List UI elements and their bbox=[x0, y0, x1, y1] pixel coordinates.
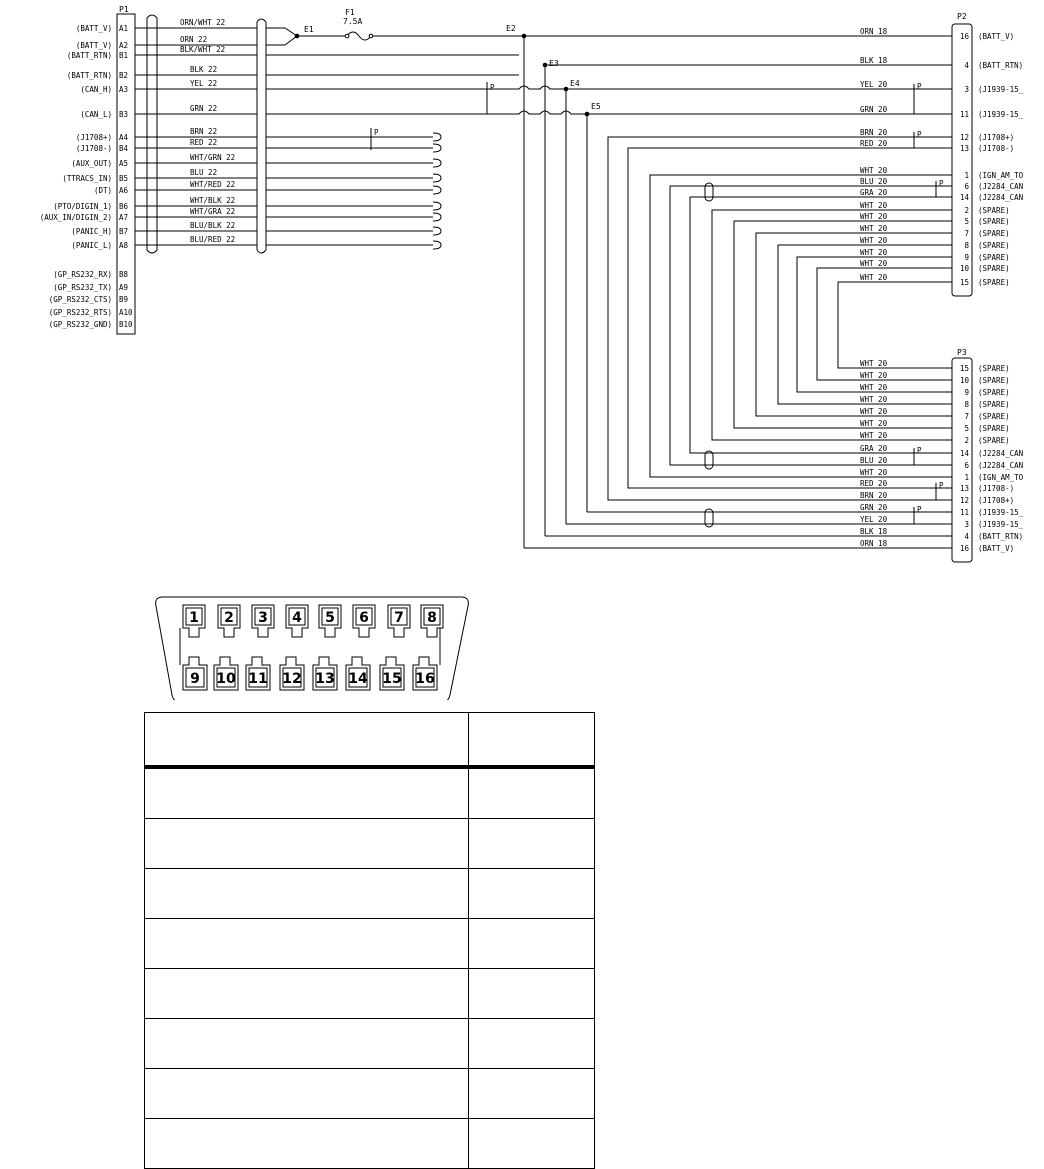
connector-pin-number: 16 bbox=[415, 671, 435, 687]
p2-wire-label: WHT 20 bbox=[860, 166, 888, 175]
diagnostic-connector-face bbox=[156, 597, 469, 700]
shield-oval-icon bbox=[705, 451, 713, 469]
table-cell bbox=[145, 869, 469, 919]
p1-connector bbox=[40, 5, 266, 334]
p2-wire-label: GRN 20 bbox=[860, 105, 888, 114]
p1-pin-number: A6 bbox=[119, 186, 129, 195]
p2-pin-signal-label: (J1939-15_ bbox=[978, 85, 1024, 94]
p3-wire-label: BLK 18 bbox=[860, 527, 888, 536]
crossover-wire bbox=[650, 175, 952, 477]
connector-pin-number: 10 bbox=[216, 671, 236, 687]
wire-can-l-b3 bbox=[266, 111, 587, 114]
p3-pin-number: 8 bbox=[964, 400, 969, 409]
connector-pin-number: 12 bbox=[282, 671, 302, 687]
table-row bbox=[145, 767, 595, 819]
p2-wire-label: WHT 20 bbox=[860, 273, 888, 282]
p1-pin-signal-label: (BATT_V) bbox=[75, 24, 112, 33]
p2-wire-label: BRN 20 bbox=[860, 128, 888, 137]
connector-pin-number: 13 bbox=[315, 671, 335, 687]
p1-pin-signal-label: (GP_RS232_GND) bbox=[48, 320, 112, 329]
p2-wire-label: WHT 20 bbox=[860, 201, 888, 210]
p3-wire-label: GRA 20 bbox=[860, 444, 888, 453]
open-wire-end-icon bbox=[433, 227, 441, 235]
p2-pin-signal-label: (J1708-) bbox=[978, 144, 1015, 153]
p3-pin-number: 3 bbox=[964, 520, 969, 529]
p1-pin-number: A5 bbox=[119, 159, 129, 168]
open-wire-end-icon bbox=[433, 213, 441, 221]
p1-wire-label: BLK 22 bbox=[190, 65, 218, 74]
p2-pin-number: 8 bbox=[964, 241, 969, 250]
p3-wire-label: WHT 20 bbox=[860, 371, 888, 380]
p1-pin-signal-label: (J1708-) bbox=[75, 144, 112, 153]
p3-pin-signal-label: (SPARE) bbox=[978, 436, 1010, 445]
p3-pin-number: 9 bbox=[964, 388, 969, 397]
p1-pin-signal-label: (AUX_OUT) bbox=[71, 159, 112, 168]
p2-wire-label: WHT 20 bbox=[860, 248, 888, 257]
p3-pin-number: 7 bbox=[964, 412, 969, 421]
p1-pin-number: A3 bbox=[119, 85, 129, 94]
p2-wire-label: WHT 20 bbox=[860, 236, 888, 245]
p1-pin-signal-label: (GP_RS232_CTS) bbox=[48, 295, 112, 304]
table-row bbox=[145, 1019, 595, 1069]
p1-pin-signal-label: (CAN_H) bbox=[80, 85, 112, 94]
p1-pin-signal-label: (TTRACS_IN) bbox=[62, 174, 112, 183]
p1-bundle-bar-cap bbox=[257, 19, 266, 253]
table-cell bbox=[469, 969, 595, 1019]
p3-wire-label: ORN 18 bbox=[860, 539, 888, 548]
splice-e3-label: E3 bbox=[549, 59, 559, 68]
p3-pin-signal-label: (SPARE) bbox=[978, 376, 1010, 385]
p2-wire-label: WHT 20 bbox=[860, 212, 888, 221]
p1-wire-label: WHT/RED 22 bbox=[190, 180, 236, 189]
p2-pin-number: 15 bbox=[959, 278, 969, 287]
p2-pin-number: 12 bbox=[959, 133, 969, 142]
table-cell bbox=[145, 767, 469, 819]
p1-pin-signal-label: (BATT_V) bbox=[75, 41, 112, 50]
p2-pin-number: 1 bbox=[964, 171, 969, 180]
p1-pin-signal-label: (CAN_L) bbox=[80, 110, 112, 119]
p3-pin-number: 13 bbox=[959, 484, 969, 493]
table-cell bbox=[469, 767, 595, 819]
p1-open-stub-wires bbox=[266, 133, 441, 249]
table-row bbox=[145, 919, 595, 969]
table-row bbox=[145, 969, 595, 1019]
p1-pin-number: A7 bbox=[119, 213, 129, 222]
p2-pin-number: 14 bbox=[959, 193, 969, 202]
p2-pin-number: 3 bbox=[964, 85, 969, 94]
table-cell bbox=[145, 819, 469, 869]
fuse-terminal-left bbox=[345, 34, 349, 38]
table-row bbox=[145, 819, 595, 869]
p1-wire-label: ORN 22 bbox=[180, 35, 208, 44]
p2-pin-number: 4 bbox=[964, 61, 969, 70]
p1-pin-signal-label: (J1708+) bbox=[75, 133, 112, 142]
table-header-cell bbox=[145, 713, 469, 768]
connector-pin-number: 4 bbox=[292, 610, 302, 626]
p3-pin-signal-label: (SPARE) bbox=[978, 424, 1010, 433]
twist-marker-can-label: P bbox=[490, 83, 495, 92]
p2-pin-number: 11 bbox=[959, 110, 969, 119]
p1-pin-number: A9 bbox=[119, 283, 129, 292]
connector-pin-number: 6 bbox=[359, 610, 369, 626]
p3-pin-signal-label: (J1939-15_ bbox=[978, 508, 1024, 517]
twist-marker-label: P bbox=[939, 179, 944, 188]
twist-marker-j1708-label: P bbox=[374, 128, 379, 137]
splice-e5-label: E5 bbox=[591, 102, 601, 111]
fuse-terminal-right bbox=[369, 34, 373, 38]
open-wire-end-icon bbox=[433, 133, 441, 141]
p2-pin-number: 9 bbox=[964, 253, 969, 262]
p3-pin-number: 5 bbox=[964, 424, 969, 433]
p2-title: P2 bbox=[957, 12, 967, 21]
p1-pin-signal-label: (DT) bbox=[93, 186, 112, 195]
p3-pin-number: 12 bbox=[959, 496, 969, 505]
p2-wire-label: ORN 18 bbox=[860, 27, 888, 36]
p3-pin-signal-label: (IGN_AM_TO bbox=[978, 473, 1024, 482]
p3-wire-label: BLU 20 bbox=[860, 456, 888, 465]
p1-pin-signal-label: (AUX_IN/DIGIN_2) bbox=[39, 213, 112, 222]
p3-pin-signal-label: (J1708-) bbox=[978, 484, 1015, 493]
table-cell bbox=[469, 919, 595, 969]
p2-wire-label: GRA 20 bbox=[860, 188, 888, 197]
p1-pin-signal-label: (GP_RS232_RX) bbox=[53, 270, 112, 279]
crossover-wire bbox=[608, 137, 952, 500]
table-cell bbox=[145, 1019, 469, 1069]
p3-wire-label: WHT 20 bbox=[860, 419, 888, 428]
p1-pin-number: B3 bbox=[119, 110, 129, 119]
p2-pin-signal-label: (SPARE) bbox=[978, 264, 1010, 273]
p1-wire-label: BRN 22 bbox=[190, 127, 218, 136]
twist-marker-label: P bbox=[917, 82, 922, 91]
open-wire-end-icon bbox=[433, 241, 441, 249]
p2-pin-signal-label: (BATT_RTN) bbox=[978, 61, 1024, 70]
p3-pin-number: 10 bbox=[959, 376, 969, 385]
p2-pin-number: 10 bbox=[959, 264, 969, 273]
connector-pin-number: 15 bbox=[382, 671, 402, 687]
wire-batt-v-a1 bbox=[266, 28, 297, 36]
connector-pin-number: 14 bbox=[348, 671, 368, 687]
crossover-wire bbox=[756, 233, 952, 416]
wire-batt-v-a2 bbox=[266, 36, 297, 45]
p1-pin-number: A1 bbox=[119, 24, 129, 33]
p3-wire-label: WHT 20 bbox=[860, 395, 888, 404]
connector-pin-number: 1 bbox=[189, 610, 199, 626]
p3-wire-label: YEL 20 bbox=[860, 515, 888, 524]
p1-pin-number: B8 bbox=[119, 270, 129, 279]
table-cell bbox=[469, 1019, 595, 1069]
p2-pin-number: 13 bbox=[959, 144, 969, 153]
table-cell bbox=[145, 919, 469, 969]
p1-pin-number: B9 bbox=[119, 295, 129, 304]
crossover-wire bbox=[690, 197, 952, 453]
p3-pin-signal-label: (BATT_RTN) bbox=[978, 532, 1024, 541]
table-cell bbox=[469, 1119, 595, 1169]
table-cell bbox=[469, 819, 595, 869]
connector-pin-number: 3 bbox=[258, 610, 268, 626]
p1-pin-number: B2 bbox=[119, 71, 129, 80]
p3-pin-signal-label: (J2284_CAN bbox=[978, 449, 1024, 458]
p2-pin-signal-label: (SPARE) bbox=[978, 253, 1010, 262]
table-cell bbox=[469, 1069, 595, 1119]
fuse-f1 bbox=[340, 8, 378, 40]
connector-pin-number: 5 bbox=[325, 610, 335, 626]
p1-wire-label: WHT/GRN 22 bbox=[190, 153, 236, 162]
open-wire-end-icon bbox=[433, 186, 441, 194]
p2-pin-number: 7 bbox=[964, 229, 969, 238]
p3-wire-label: WHT 20 bbox=[860, 407, 888, 416]
p3-pin-number: 15 bbox=[959, 364, 969, 373]
p3-wire-label: WHT 20 bbox=[860, 431, 888, 440]
connector-pin-number: 7 bbox=[394, 610, 404, 626]
p1-pin-signal-label: (PANIC_L) bbox=[71, 241, 112, 250]
p3-pin-number: 2 bbox=[964, 436, 969, 445]
wire-can-h-a3 bbox=[266, 86, 566, 89]
p2-pin-signal-label: (J2284_CAN bbox=[978, 193, 1024, 202]
p1-title: P1 bbox=[119, 5, 129, 14]
splice-e1-label: E1 bbox=[304, 25, 314, 34]
p3-body bbox=[952, 358, 972, 562]
connector-pin-number: 11 bbox=[248, 671, 268, 687]
p3-pin-number: 16 bbox=[959, 544, 969, 553]
p3-pin-number: 4 bbox=[964, 532, 969, 541]
p3-pin-number: 14 bbox=[959, 449, 969, 458]
p3-pin-signal-label: (J1708+) bbox=[978, 496, 1015, 505]
p3-wire-label: WHT 20 bbox=[860, 383, 888, 392]
p2-pin-signal-label: (SPARE) bbox=[978, 229, 1010, 238]
fuse-rating: 7.5A bbox=[343, 17, 363, 26]
p3-pin-signal-label: (J2284_CAN bbox=[978, 461, 1024, 470]
p3-wire-label: RED 20 bbox=[860, 479, 888, 488]
p2-p3-crossover-wiring bbox=[524, 82, 952, 548]
p1-wire-label: BLU 22 bbox=[190, 168, 218, 177]
p2-wire-label: YEL 20 bbox=[860, 80, 888, 89]
p3-pin-number: 1 bbox=[964, 473, 969, 482]
connector-pin-number: 2 bbox=[224, 610, 234, 626]
crossover-wire bbox=[628, 148, 952, 488]
p1-wire-label: WHT/BLK 22 bbox=[190, 196, 236, 205]
table-header-row bbox=[145, 713, 595, 768]
open-wire-end-icon bbox=[433, 159, 441, 167]
p3-pin-signal-label: (SPARE) bbox=[978, 412, 1010, 421]
connector-pin-number: 8 bbox=[427, 610, 437, 626]
p1-pin-number: A10 bbox=[119, 308, 133, 317]
p2-pin-signal-label: (SPARE) bbox=[978, 278, 1010, 287]
p1-wire-label: YEL 22 bbox=[190, 79, 218, 88]
p2-pin-signal-label: (BATT_V) bbox=[978, 32, 1015, 41]
p1-pin-number: B1 bbox=[119, 51, 129, 60]
p2-wire-label: RED 20 bbox=[860, 139, 888, 148]
p3-wire-label: BRN 20 bbox=[860, 491, 888, 500]
splice-e4-label: E4 bbox=[570, 79, 580, 88]
connector-side-walls bbox=[180, 628, 440, 665]
p1-pin-number: B7 bbox=[119, 227, 129, 236]
p1-wire-label: BLU/RED 22 bbox=[190, 235, 236, 244]
table-cell bbox=[469, 869, 595, 919]
p3-wire-label: WHT 20 bbox=[860, 468, 888, 477]
p2-wire-label: WHT 20 bbox=[860, 224, 888, 233]
p2-pin-signal-label: (IGN_AM_TO bbox=[978, 171, 1024, 180]
fuse-name: F1 bbox=[345, 8, 355, 17]
open-wire-end-icon bbox=[433, 144, 441, 152]
p3-pin-signal-label: (SPARE) bbox=[978, 400, 1010, 409]
table-cell bbox=[145, 1119, 469, 1169]
p1-pin-signal-label: (PANIC_H) bbox=[71, 227, 112, 236]
table-row bbox=[145, 1069, 595, 1119]
open-wire-end-icon bbox=[433, 174, 441, 182]
p2-wire-label: WHT 20 bbox=[860, 259, 888, 268]
p1-pin-number: B5 bbox=[119, 174, 129, 183]
p1-wire-label: RED 22 bbox=[190, 138, 218, 147]
p1-pin-signal-label: (PTO/DIGIN_1) bbox=[53, 202, 112, 211]
p3-pin-signal-label: (SPARE) bbox=[978, 388, 1010, 397]
p2-connector bbox=[860, 12, 1024, 296]
p1-pin-number: A2 bbox=[119, 41, 129, 50]
p1-pin-signal-label: (GP_RS232_TX) bbox=[53, 283, 112, 292]
twist-marker-label: P bbox=[917, 446, 922, 455]
twist-marker-label: P bbox=[917, 130, 922, 139]
p2-wire-label: BLK 18 bbox=[860, 56, 888, 65]
crossover-wire bbox=[734, 221, 952, 428]
p2-pin-signal-label: (J1939-15_ bbox=[978, 110, 1024, 119]
table-header-cell bbox=[469, 713, 595, 768]
p2-pin-signal-label: (J2284_CAN bbox=[978, 182, 1024, 191]
twist-marker-label: P bbox=[917, 505, 922, 514]
p2-pin-signal-label: (SPARE) bbox=[978, 241, 1010, 250]
table-row bbox=[145, 1119, 595, 1169]
twist-marker-label: P bbox=[939, 481, 944, 490]
pin-assignment-table bbox=[144, 712, 595, 1169]
p1-pin-number: A4 bbox=[119, 133, 129, 142]
table-cell bbox=[145, 969, 469, 1019]
p3-wire-label: WHT 20 bbox=[860, 359, 888, 368]
p3-title: P3 bbox=[957, 348, 967, 357]
p1-wire-label: WHT/GRA 22 bbox=[190, 207, 236, 216]
p2-pin-number: 2 bbox=[964, 206, 969, 215]
p3-pin-number: 6 bbox=[964, 461, 969, 470]
p2-pin-number: 5 bbox=[964, 217, 969, 226]
table-row bbox=[145, 869, 595, 919]
p2-pin-signal-label: (SPARE) bbox=[978, 217, 1010, 226]
p2-pin-signal-label: (SPARE) bbox=[978, 206, 1010, 215]
p3-pin-number: 11 bbox=[959, 508, 969, 517]
p3-connector bbox=[860, 348, 1024, 562]
crossover-wire bbox=[838, 282, 952, 368]
p2-pin-number: 6 bbox=[964, 182, 969, 191]
p1-wire-label: BLK/WHT 22 bbox=[180, 45, 226, 54]
p3-pin-signal-label: (SPARE) bbox=[978, 364, 1010, 373]
p2-body bbox=[952, 24, 972, 296]
p1-pin-signal-label: (BATT_RTN) bbox=[66, 71, 112, 80]
splice-e2-label: E2 bbox=[506, 24, 516, 33]
p1-wire-label: BLU/BLK 22 bbox=[190, 221, 236, 230]
p1-wire-label: ORN/WHT 22 bbox=[180, 18, 226, 27]
table-cell bbox=[145, 1069, 469, 1119]
p1-pin-signal-label: (BATT_RTN) bbox=[66, 51, 112, 60]
p1-pin-number: A8 bbox=[119, 241, 129, 250]
p3-pin-signal-label: (BATT_V) bbox=[978, 544, 1015, 553]
p3-pin-signal-label: (J1939-15_ bbox=[978, 520, 1024, 529]
p1-pin-number: B10 bbox=[119, 320, 133, 329]
p2-pin-signal-label: (J1708+) bbox=[978, 133, 1015, 142]
p1-wire-label: GRN 22 bbox=[190, 104, 218, 113]
p3-wire-label: GRN 20 bbox=[860, 503, 888, 512]
p1-pin-number: B6 bbox=[119, 202, 129, 211]
p1-pin-signal-label: (GP_RS232_RTS) bbox=[48, 308, 112, 317]
p1-main-wiring bbox=[266, 28, 952, 548]
p2-pin-number: 16 bbox=[959, 32, 969, 41]
p1-pin-number: B4 bbox=[119, 144, 129, 153]
p2-wire-label: BLU 20 bbox=[860, 177, 888, 186]
connector-pin-number: 9 bbox=[190, 671, 200, 687]
open-wire-end-icon bbox=[433, 202, 441, 210]
